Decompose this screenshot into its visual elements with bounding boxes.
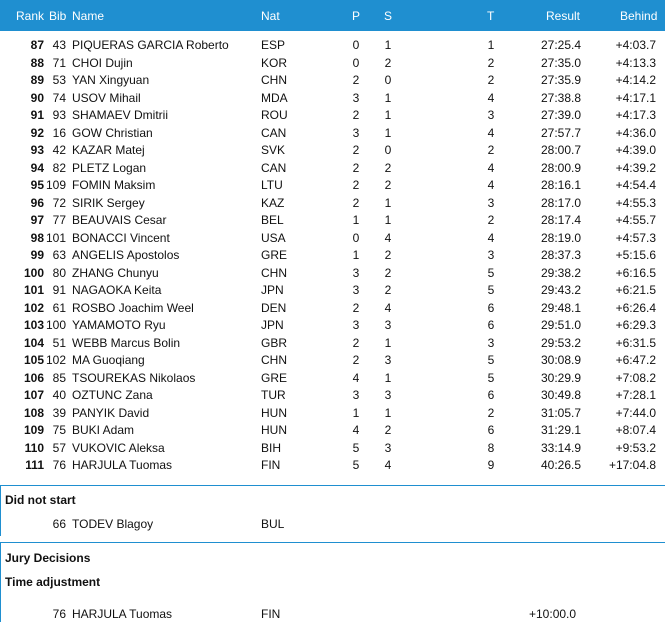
cell-rank: 109	[23, 423, 44, 437]
cell-bib: 100	[45, 318, 66, 332]
cell-rank: 111	[25, 458, 44, 472]
table-row	[0, 456, 665, 474]
table-row	[0, 246, 665, 264]
cell-rank: 98	[30, 230, 44, 245]
results-table-header	[0, 0, 665, 31]
cell-nat: KAZ	[261, 195, 285, 210]
cell-name: PIQUERAS GARCIA Roberto	[72, 38, 229, 52]
cell-s: 1	[384, 108, 392, 122]
cell-bib: 43	[52, 38, 66, 52]
cell-rank: 93	[30, 143, 44, 157]
cell-behind: +17:04.8	[608, 458, 656, 472]
cell-rank: 106	[23, 370, 44, 385]
cell-t: 5	[487, 353, 495, 367]
jury-row	[0, 605, 665, 623]
dns-bib: 66	[52, 517, 66, 531]
cell-result: 29:43.2	[541, 283, 582, 297]
cell-nat: JPN	[261, 283, 284, 297]
cell-bib: 72	[52, 195, 66, 210]
cell-t: 4	[487, 125, 495, 140]
cell-t: 9	[487, 458, 495, 472]
table-row	[0, 421, 665, 439]
cell-rank: 92	[30, 125, 44, 140]
cell-rank: 90	[30, 90, 44, 105]
cell-bib: 76	[52, 458, 66, 472]
table-row	[0, 264, 665, 282]
cell-result: 29:48.1	[541, 300, 582, 315]
cell-bib: 71	[52, 55, 66, 70]
table-row	[0, 36, 665, 54]
cell-rank: 103	[23, 318, 44, 332]
cell-p: 5	[352, 440, 360, 455]
cell-p: 2	[352, 300, 360, 315]
header-name: Name	[72, 9, 105, 23]
cell-rank: 101	[23, 283, 44, 297]
cell-p: 2	[352, 160, 360, 175]
cell-s: 1	[384, 370, 392, 385]
cell-behind: +4:57.3	[615, 230, 656, 245]
cell-nat: HUN	[261, 423, 287, 437]
cell-p: 0	[352, 38, 360, 52]
cell-p: 5	[352, 458, 360, 472]
cell-t: 6	[487, 423, 495, 437]
cell-t: 5	[487, 283, 495, 297]
cell-t: 3	[487, 195, 495, 210]
cell-t: 2	[487, 143, 495, 157]
cell-t: 4	[487, 178, 495, 192]
cell-p: 4	[352, 370, 360, 385]
cell-bib: 91	[52, 283, 66, 297]
cell-behind: +4:13.3	[615, 55, 656, 70]
cell-result: 28:17.4	[541, 213, 582, 227]
cell-p: 0	[352, 230, 360, 245]
cell-behind: +6:16.5	[615, 265, 656, 280]
jury-decisions-title: Jury Decisions	[5, 551, 91, 565]
cell-behind: +4:55.7	[615, 213, 656, 227]
header-s: S	[384, 9, 393, 23]
cell-bib: 63	[52, 248, 66, 262]
table-row	[0, 194, 665, 212]
cell-result: 28:37.3	[541, 248, 582, 262]
cell-name: SHAMAEV Dmitrii	[72, 108, 169, 122]
cell-p: 2	[352, 143, 360, 157]
cell-behind: +4:54.4	[615, 178, 656, 192]
cell-behind: +4:55.3	[615, 195, 656, 210]
cell-behind: +4:17.1	[615, 90, 656, 105]
cell-rank: 104	[23, 335, 44, 350]
cell-nat: DEN	[261, 300, 287, 315]
cell-bib: 40	[52, 388, 66, 402]
cell-p: 3	[352, 283, 360, 297]
cell-p: 2	[352, 73, 360, 87]
cell-bib: 109	[45, 178, 66, 192]
cell-behind: +4:17.3	[615, 108, 656, 122]
jury-bib: 76	[52, 607, 66, 621]
cell-t: 2	[487, 55, 495, 70]
cell-p: 3	[352, 318, 360, 332]
cell-result: 28:00.7	[541, 143, 582, 157]
cell-bib: 53	[52, 73, 66, 87]
cell-result: 28:19.0	[541, 230, 582, 245]
cell-name: OZTUNC Zana	[72, 388, 153, 402]
cell-name: BONACCI Vincent	[72, 230, 170, 245]
cell-p: 1	[352, 405, 360, 420]
cell-nat: KOR	[261, 55, 288, 70]
cell-behind: +7:08.2	[615, 370, 656, 385]
header-nat: Nat	[261, 9, 280, 23]
cell-t: 8	[487, 440, 495, 455]
table-row	[0, 176, 665, 194]
cell-p: 0	[352, 55, 360, 70]
cell-nat: ESP	[261, 38, 286, 52]
cell-nat: USA	[261, 230, 286, 245]
cell-result: 29:38.2	[541, 265, 582, 280]
cell-rank: 110	[24, 440, 44, 455]
cell-behind: +7:28.1	[615, 388, 656, 402]
table-row	[0, 439, 665, 457]
cell-result: 27:35.9	[541, 73, 582, 87]
table-row	[0, 124, 665, 142]
cell-behind: +4:39.2	[615, 160, 656, 175]
did-not-start-title: Did not start	[5, 493, 76, 507]
cell-behind: +6:29.3	[615, 318, 656, 332]
cell-rank: 102	[23, 300, 44, 315]
cell-s: 1	[384, 38, 392, 52]
cell-name: SIRIK Sergey	[72, 195, 145, 210]
cell-bib: 93	[52, 108, 66, 122]
cell-p: 1	[352, 248, 360, 262]
cell-behind: +7:44.0	[615, 405, 656, 420]
cell-behind: +9:53.2	[615, 440, 656, 455]
cell-nat: JPN	[261, 318, 284, 332]
cell-rank: 89	[30, 73, 44, 87]
cell-bib: 39	[52, 405, 66, 420]
cell-t: 5	[487, 370, 495, 385]
cell-result: 27:25.4	[541, 38, 582, 52]
cell-nat: CAN	[261, 160, 287, 175]
cell-s: 0	[384, 73, 392, 87]
header-result: Result	[546, 9, 581, 23]
cell-nat: SVK	[261, 143, 286, 157]
jury-name: HARJULA Tuomas	[72, 607, 173, 621]
cell-p: 3	[352, 265, 360, 280]
cell-behind: +8:07.4	[615, 423, 656, 437]
cell-nat: BEL	[261, 213, 284, 227]
cell-s: 4	[384, 230, 392, 245]
cell-result: 28:00.9	[541, 160, 582, 175]
cell-nat: GBR	[261, 335, 288, 350]
cell-s: 1	[384, 195, 392, 210]
cell-bib: 77	[52, 213, 66, 227]
cell-t: 2	[487, 73, 495, 87]
cell-s: 2	[384, 265, 392, 280]
cell-t: 2	[487, 213, 495, 227]
cell-t: 3	[487, 108, 495, 122]
cell-p: 2	[352, 335, 360, 350]
cell-name: NAGAOKA Keita	[72, 283, 162, 297]
table-row	[0, 71, 665, 89]
cell-t: 4	[487, 90, 495, 105]
cell-t: 3	[487, 248, 495, 262]
cell-rank: 99	[30, 248, 44, 262]
cell-name: MA Guoqiang	[72, 353, 145, 367]
cell-behind: +4:03.7	[615, 38, 656, 52]
table-row	[0, 334, 665, 352]
header-rank: Rank	[16, 9, 45, 23]
cell-s: 2	[384, 160, 392, 175]
cell-name: ZHANG Chunyu	[72, 265, 159, 280]
cell-nat: HUN	[261, 405, 287, 420]
cell-result: 30:29.9	[541, 370, 582, 385]
cell-p: 3	[352, 90, 360, 105]
cell-s: 1	[384, 335, 392, 350]
time-adjustment-title: Time adjustment	[5, 575, 101, 589]
cell-result: 33:14.9	[541, 440, 582, 455]
cell-s: 2	[384, 423, 392, 437]
cell-bib: 57	[52, 440, 66, 455]
table-row	[0, 211, 665, 229]
cell-rank: 107	[23, 388, 44, 402]
cell-rank: 108	[23, 405, 44, 420]
cell-nat: MDA	[261, 90, 288, 105]
cell-bib: 51	[52, 335, 66, 350]
cell-s: 4	[384, 300, 392, 315]
cell-name: FOMIN Maksim	[72, 178, 156, 192]
cell-name: PLETZ Logan	[72, 160, 147, 175]
cell-s: 2	[384, 248, 392, 262]
cell-result: 29:51.0	[541, 318, 582, 332]
cell-bib: 61	[52, 300, 66, 315]
cell-rank: 94	[30, 160, 44, 175]
cell-nat: ROU	[261, 108, 288, 122]
cell-name: YAMAMOTO Ryu	[72, 318, 166, 332]
cell-result: 27:38.8	[541, 90, 582, 105]
cell-bib: 85	[52, 370, 66, 385]
cell-t: 3	[487, 335, 495, 350]
table-row	[0, 229, 665, 247]
cell-s: 2	[384, 55, 392, 70]
cell-bib: 82	[52, 160, 66, 175]
cell-result: 27:57.7	[541, 125, 582, 140]
cell-s: 3	[384, 388, 392, 402]
cell-s: 1	[384, 125, 392, 140]
cell-behind: +4:39.0	[615, 143, 656, 157]
cell-nat: FIN	[261, 458, 281, 472]
cell-p: 1	[352, 213, 360, 227]
cell-name: VUKOVIC Aleksa	[72, 440, 165, 455]
cell-name: BUKI Adam	[72, 423, 135, 437]
cell-behind: +6:21.5	[615, 283, 656, 297]
cell-rank: 105	[23, 353, 44, 367]
header-bib: Bib	[49, 9, 67, 23]
cell-name: ROSBO Joachim Weel	[72, 300, 194, 315]
cell-t: 6	[487, 388, 495, 402]
cell-result: 27:39.0	[541, 108, 582, 122]
table-row	[0, 316, 665, 334]
cell-result: 27:35.0	[541, 55, 582, 70]
cell-name: KAZAR Matej	[72, 143, 145, 157]
cell-name: CHOI Dujin	[72, 55, 133, 70]
table-row	[0, 299, 665, 317]
cell-name: USOV Mihail	[72, 90, 141, 105]
cell-p: 3	[352, 388, 360, 402]
cell-bib: 101	[45, 230, 66, 245]
cell-bib: 16	[52, 125, 66, 140]
header-behind: Behind	[620, 9, 658, 23]
dns-name: TODEV Blagoy	[72, 517, 154, 531]
cell-name: WEBB Marcus Bolin	[72, 335, 181, 350]
cell-result: 31:29.1	[541, 423, 582, 437]
jury-nat: FIN	[261, 607, 281, 621]
cell-name: YAN Xingyuan	[72, 73, 150, 87]
cell-s: 1	[384, 213, 392, 227]
dns-nat: BUL	[261, 517, 285, 531]
cell-nat: GRE	[261, 370, 288, 385]
cell-nat: LTU	[261, 178, 283, 192]
cell-nat: GRE	[261, 248, 288, 262]
cell-bib: 74	[52, 90, 66, 105]
cell-nat: TUR	[261, 388, 286, 402]
cell-behind: +4:14.2	[615, 73, 656, 87]
cell-s: 1	[384, 405, 392, 420]
cell-s: 3	[384, 318, 392, 332]
cell-rank: 95	[30, 178, 44, 192]
cell-t: 2	[487, 405, 495, 420]
cell-nat: CAN	[261, 125, 287, 140]
table-row	[0, 89, 665, 107]
cell-behind: +6:26.4	[615, 300, 656, 315]
cell-s: 2	[384, 283, 392, 297]
cell-behind: +6:47.2	[615, 353, 656, 367]
cell-rank: 87	[30, 38, 44, 52]
table-row	[0, 386, 665, 404]
cell-bib: 42	[52, 143, 66, 157]
dns-row	[0, 515, 665, 533]
cell-result: 29:53.2	[541, 335, 582, 350]
cell-s: 3	[384, 440, 392, 455]
table-row	[0, 369, 665, 387]
cell-t: 4	[487, 230, 495, 245]
cell-result: 30:49.8	[541, 388, 582, 402]
jury-adjustment: +10:00.0	[529, 607, 577, 621]
cell-result: 40:26.5	[541, 458, 582, 472]
cell-name: TSOUREKAS Nikolaos	[72, 370, 196, 385]
cell-t: 4	[487, 160, 495, 175]
cell-rank: 88	[30, 55, 44, 70]
cell-t: 5	[487, 265, 495, 280]
table-row	[0, 54, 665, 72]
table-row	[0, 106, 665, 124]
cell-t: 6	[487, 300, 495, 315]
cell-name: PANYIK David	[72, 405, 150, 420]
cell-s: 2	[384, 178, 392, 192]
cell-s: 1	[384, 90, 392, 105]
cell-result: 28:17.0	[541, 195, 582, 210]
cell-nat: CHN	[261, 73, 287, 87]
cell-t: 1	[487, 38, 495, 52]
cell-s: 3	[384, 353, 392, 367]
cell-result: 30:08.9	[541, 353, 582, 367]
cell-nat: CHN	[261, 353, 287, 367]
cell-bib: 75	[52, 423, 66, 437]
cell-name: ANGELIS Apostolos	[72, 248, 180, 262]
cell-p: 2	[352, 353, 360, 367]
cell-p: 4	[352, 423, 360, 437]
cell-name: GOW Christian	[72, 125, 153, 140]
cell-bib: 80	[52, 265, 66, 280]
header-t: T	[487, 9, 495, 23]
cell-behind: +5:15.6	[615, 248, 656, 262]
table-row	[0, 351, 665, 369]
cell-p: 2	[352, 195, 360, 210]
cell-s: 0	[384, 143, 392, 157]
cell-p: 2	[352, 108, 360, 122]
cell-name: BEAUVAIS Cesar	[72, 213, 167, 227]
cell-p: 3	[352, 125, 360, 140]
table-row	[0, 404, 665, 422]
header-p: P	[352, 9, 361, 23]
cell-behind: +6:31.5	[615, 335, 656, 350]
table-row	[0, 159, 665, 177]
cell-result: 28:16.1	[541, 178, 582, 192]
table-row	[0, 281, 665, 299]
cell-nat: CHN	[261, 265, 287, 280]
cell-t: 6	[487, 318, 495, 332]
cell-s: 4	[384, 458, 392, 472]
cell-rank: 97	[30, 213, 44, 227]
cell-behind: +4:36.0	[615, 125, 656, 140]
cell-rank: 96	[30, 195, 44, 210]
cell-rank: 91	[30, 108, 44, 122]
cell-p: 2	[352, 178, 360, 192]
cell-result: 31:05.7	[541, 405, 582, 420]
cell-nat: BIH	[261, 440, 282, 455]
table-row	[0, 141, 665, 159]
cell-rank: 100	[23, 265, 44, 280]
cell-name: HARJULA Tuomas	[72, 458, 173, 472]
cell-bib: 102	[45, 353, 66, 367]
